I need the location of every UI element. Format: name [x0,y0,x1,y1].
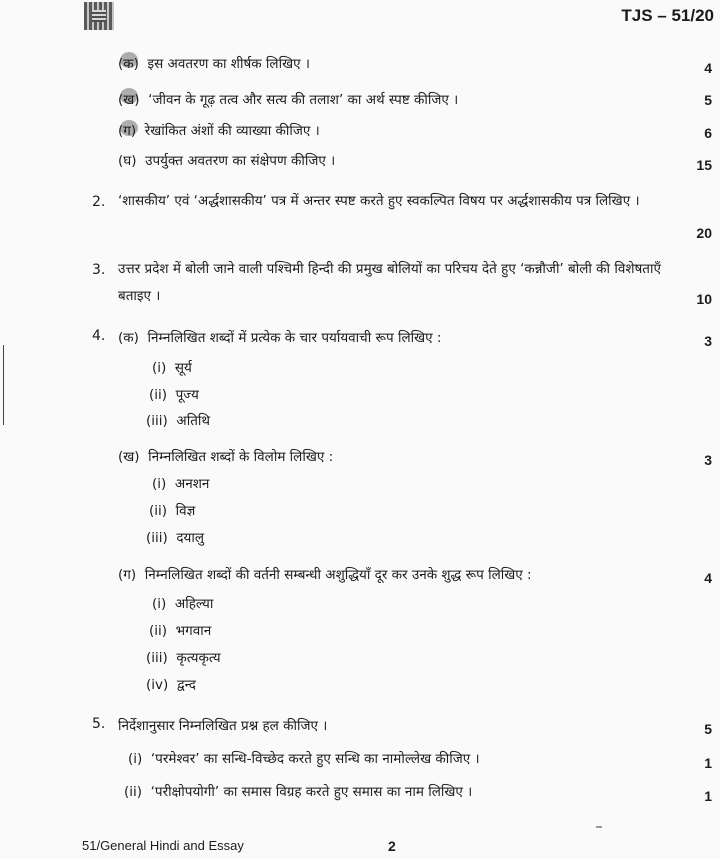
part-text: इस अवतरण का शीर्षक लिखिए । [147,56,310,72]
list-item: (ii) विज्ञ [149,503,196,519]
marks: 5 [704,721,712,737]
part-text: ‘जीवन के गूढ़ तत्व और सत्य की तलाश’ का अर्थ स्पष्ट कीजिए । [148,92,459,108]
marks: 5 [704,92,712,108]
marks: 20 [696,225,712,241]
marks: 1 [704,788,712,804]
q1-part-d [118,151,335,169]
question-number: 2. [92,194,106,210]
q1-part-b [118,90,458,108]
part-text: रेखांकित अंशों की व्याख्या कीजिए । [144,123,320,139]
marks: 15 [696,157,712,173]
q4-part-c [118,565,532,583]
q5-item: (ii) ‘परीक्षोपयोगी’ का समास विग्रह करते हुए समास का नाम लिखिए । [124,784,473,800]
q1-part-c [118,121,320,139]
question-number: 3. [92,262,106,278]
paper-title: 51/General Hindi and Essay [82,838,244,853]
part-text: उपर्युक्त अवतरण का संक्षेपण कीजिए । [145,153,336,169]
question-3-text: उत्तर प्रदेश में बोली जाने वाली पश्चिमी हिन्दी की प्रमुख बोलियों का परिचय देते हुए ‘कन्नौजी’ बोली की विशेषताएँ बताइए । [118,261,661,304]
q4-part-b [118,447,333,465]
scan-mark [596,826,602,828]
q5-item: (i) ‘परमेश्वर’ का सन्धि-विच्छेद करते हुए सन्धि का नामोल्लेख कीजिए । [128,751,480,767]
list-item: (iv) द्वन्द [146,677,196,693]
list-item: (ii) पूज्य [149,387,199,403]
marks: 3 [704,333,712,349]
paper-code: TJS – 51/20 [621,6,714,25]
marks: 4 [704,60,712,76]
marks: 6 [704,125,712,141]
list-item: (iii) कृत्यकृत्य [146,650,221,666]
part-label: (ग) [118,567,137,583]
part-label: (क) [118,56,139,72]
list-item: (i) अहिल्या [152,596,214,612]
marks: 10 [696,291,712,307]
page-number: 2 [388,838,396,854]
part-text: निम्नलिखित शब्दों के विलोम लिखिए : [148,449,334,465]
part-label: (ख) [118,92,140,108]
list-item: (ii) भगवान [149,623,212,639]
margin-line [3,345,4,425]
marks: 3 [704,452,712,468]
part-text: निम्नलिखित शब्दों की वर्तनी सम्बन्धी अशुद्धियाँ दूर कर उनके शुद्ध रूप लिखिए : [144,567,532,583]
question-number: 5. [92,716,106,732]
part-label: (ग) [118,123,137,139]
q4-part-a [118,328,441,346]
list-item: (iii) दयालु [146,530,205,546]
question-2-text: ‘शासकीय’ एवं ‘अर्द्धशासकीय’ पत्र में अन्तर स्पष्ट करते हुए स्वकल्पित विषय पर अर्द्धशासकीय पत्र लिखिए । [118,193,640,209]
marks: 1 [704,755,712,771]
list-item: (i) सूर्य [152,360,192,376]
list-item: (iii) अतिथि [146,413,211,429]
part-label: (घ) [118,153,137,169]
part-label: (क) [118,330,139,346]
qr-code-icon [84,2,114,30]
q1-part-a [118,54,310,72]
question-5-text: निर्देशानुसार निम्नलिखित प्रश्न हल कीजिए । [118,718,328,734]
question-number: 4. [92,328,106,344]
list-item: (i) अनशन [152,476,210,492]
part-label: (ख) [118,449,140,465]
marks: 4 [704,570,712,586]
part-text: निम्नलिखित शब्दों में प्रत्येक के चार पर्यायवाची रूप लिखिए : [147,330,442,346]
